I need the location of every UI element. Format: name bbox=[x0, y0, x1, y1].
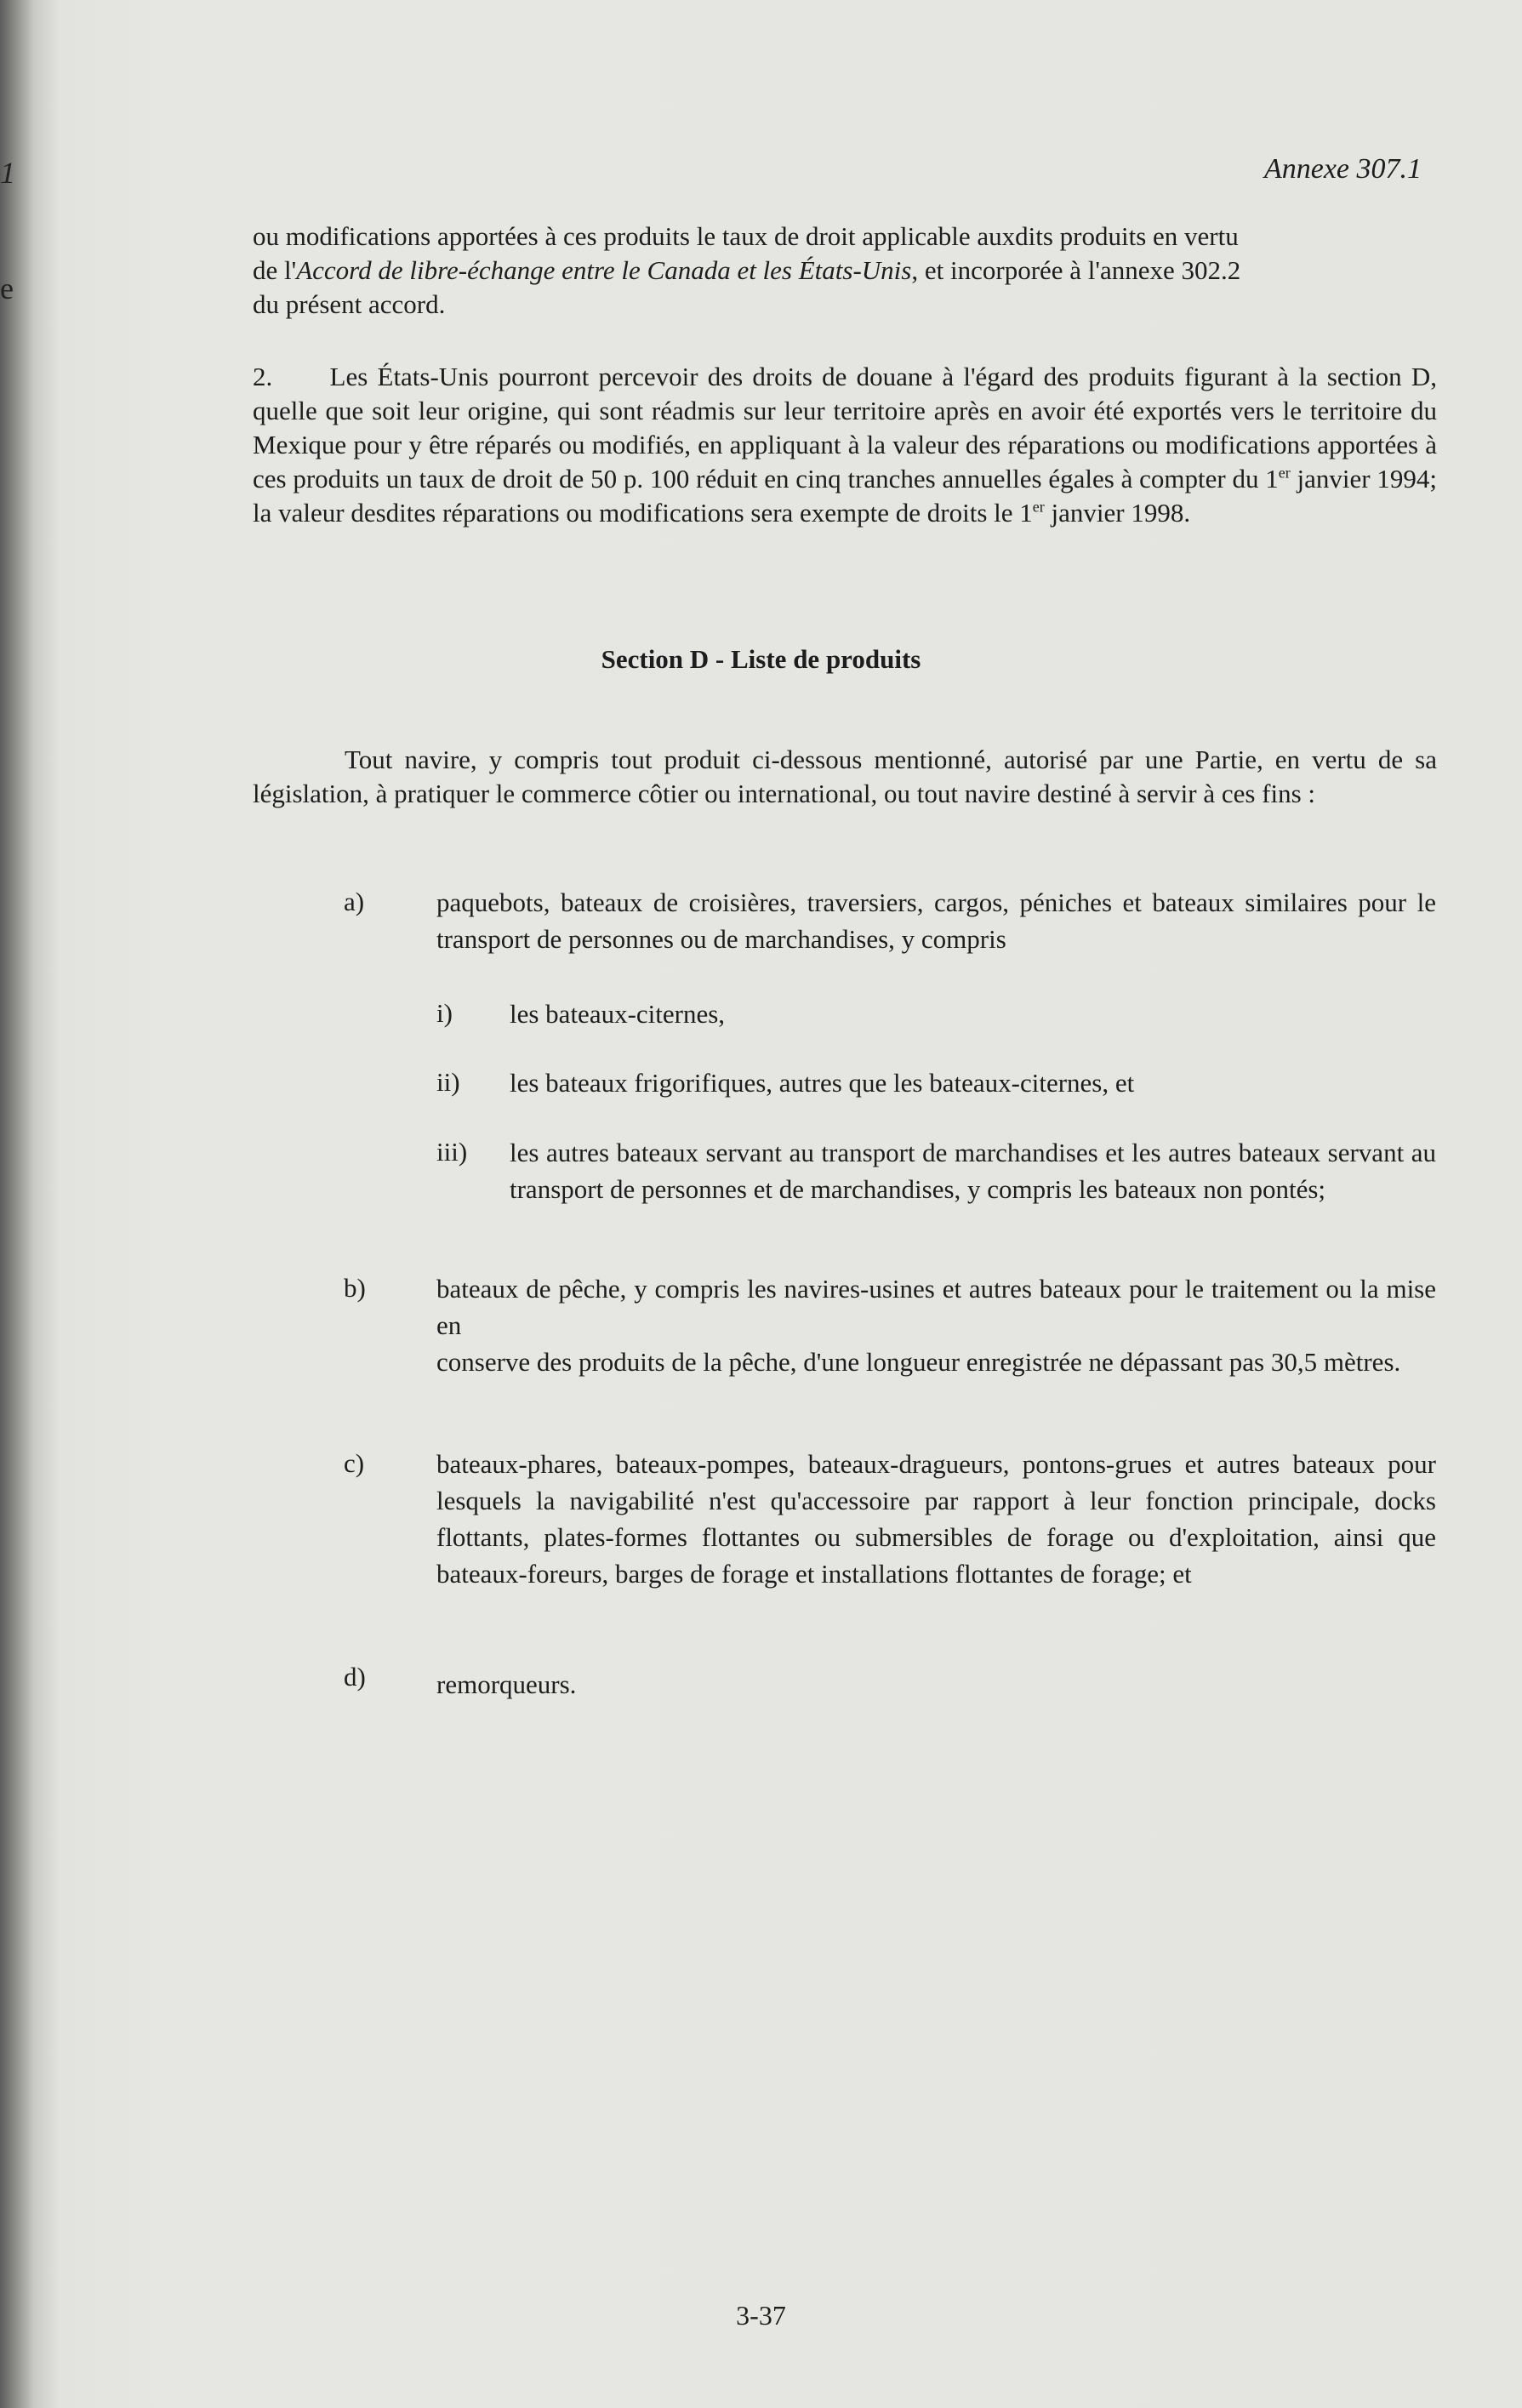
item-b-text bbox=[436, 1270, 1436, 1380]
paragraph-2-text-1: Les États-Unis pourront percevoir des droits de douane à l'égard des produits figurant à la section D, quelle que soit leur origine, qui sont réadmis sur leur territoire après en avoir été exportés vers le territoire du Mexique pour y être réparés ou modifiés, en appliquant à la valeur des réparations ou modifications apportées à ces produits un taux de droit de 50 p. 100 réduit en cinq tranches annuelles égales à compter du 1 bbox=[253, 362, 1438, 494]
annex-header: Annexe 307.1 bbox=[1263, 153, 1422, 185]
superscript-1: er bbox=[1278, 464, 1291, 482]
page-number: 3-37 bbox=[736, 2300, 786, 2331]
superscript-2: er bbox=[1032, 498, 1045, 516]
gutter-character-top: 1 bbox=[0, 156, 15, 190]
gutter-character-bottom: e bbox=[0, 271, 14, 305]
paragraph-2 bbox=[253, 360, 1437, 530]
item-c-label: c) bbox=[344, 1448, 365, 1478]
item-ii-label: ii) bbox=[436, 1067, 460, 1097]
item-c-text: bateaux-phares, bateaux-pompes, bateaux-dragueurs, pontons-grues et autres bateaux pour lesquels la navigabilité n'est qu'accessoire par rapport à leur fonction principale, docks flottants, plates-formes flottantes ou submersibles de forage ou d'exploitation, ainsi que bateaux-foreurs, barges de forage et installations flottantes de forage; et bbox=[436, 1449, 1436, 1589]
section-title: Section D - Liste de produits bbox=[601, 644, 921, 674]
continuation-line-1: ou modifications apportées à ces produits le taux de droit applicable auxdits produits en vertu bbox=[253, 221, 1239, 251]
item-b-label: b) bbox=[344, 1273, 366, 1303]
continuation-paragraph bbox=[253, 220, 1437, 322]
paragraph-number: 2. bbox=[253, 362, 273, 391]
item-iii-label: iii) bbox=[436, 1137, 468, 1167]
agreement-title: Accord de libre-échange entre le Canada et les États-Unis bbox=[296, 255, 912, 285]
item-d-text: remorqueurs. bbox=[436, 1669, 577, 1699]
item-d-label: d) bbox=[344, 1662, 366, 1692]
continuation-line-2: de l'Accord de libre-échange entre le Canada et les États-Unis, et incorporée à l'annexe 302.2 bbox=[253, 255, 1241, 285]
paragraph-2-text-3: janvier 1998. bbox=[1044, 498, 1191, 528]
item-ii-text: les bateaux frigorifiques, autres que les bateaux-citernes, et bbox=[510, 1068, 1135, 1098]
item-b-line-2: conserve des produits de la pêche, d'une longueur enregistrée ne dépassant pas 30,5 mètres. bbox=[436, 1347, 1401, 1377]
paragraph-2-text-2: janvier 1994; la valeur desdites réparations ou modifications sera exempte de droits le 1 bbox=[253, 464, 1438, 528]
item-i-label: i) bbox=[436, 998, 453, 1028]
item-b-line-1: bateaux de pêche, y compris les navires-usines et autres bateaux pour le traitement ou la mise en bbox=[436, 1274, 1436, 1340]
item-i-text: les bateaux-citernes, bbox=[510, 999, 726, 1029]
item-iii-text: les autres bateaux servant au transport de marchandises et les autres bateaux servant au transport de personnes et de marchandises, y compris les bateaux non pontés; bbox=[510, 1138, 1436, 1204]
item-a-text: paquebots, bateaux de croisières, traversiers, cargos, péniches et bateaux similaires pour le transport de personnes ou de marchandises, y compris bbox=[436, 887, 1436, 954]
continuation-line-3: du présent accord. bbox=[253, 289, 446, 319]
list-introduction: Tout navire, y compris tout produit ci-dessous mentionné, autorisé par une Partie, en vertu de sa législation, à pratiquer le commerce côtier ou international, ou tout navire destiné à servir à ces fins : bbox=[253, 745, 1437, 808]
item-a-label: a) bbox=[344, 887, 365, 916]
